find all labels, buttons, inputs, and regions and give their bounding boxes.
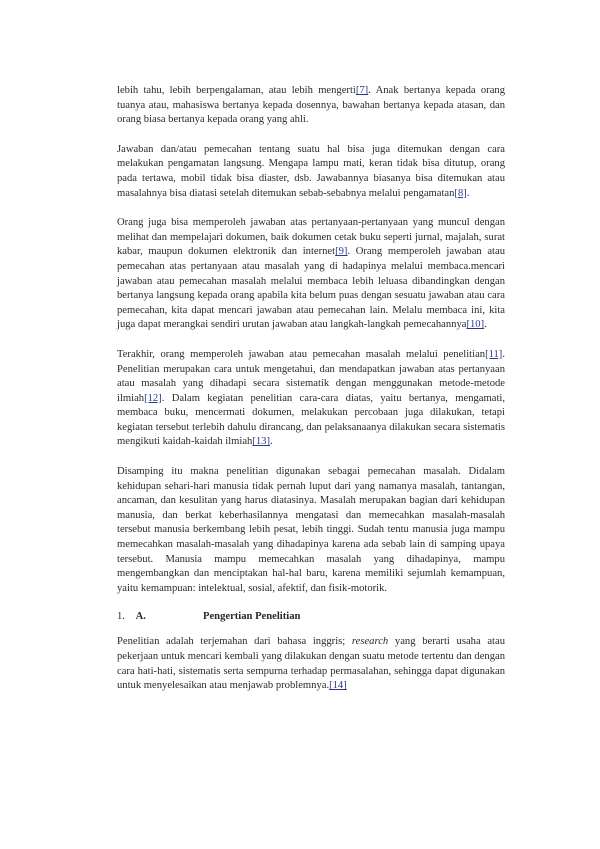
footnote-reference-link[interactable]: [11] bbox=[485, 348, 503, 360]
heading-number-text: 1. bbox=[117, 611, 125, 623]
paragraph-text: . Dalam kegiatan penelitian cara-cara diatas, yaitu bertanya, mengamati, membaca buku, mencermati dokumen, melakukan percobaan juga dilakukan, tetapi kegiatan tersebut terlebih dahulu dirancang, dan pelaksanaanya dilakukan secara sistematis mengikuti kaidah-kaidah ilmiah bbox=[117, 392, 505, 448]
footnote-reference-link[interactable]: [8] bbox=[454, 187, 467, 199]
footnote-reference-link[interactable]: [10] bbox=[466, 319, 485, 331]
paragraph-text: . Penelitian merupakan cara untuk mengetahui, dan mendapatkan jawaban atas pertanyaan atau masalah yang dihadapi secara sistematik dengan menggunakan metode-metode ilmiah bbox=[117, 348, 505, 404]
paragraph-text: Jawaban dan/atau pemecahan tentang suatu hal bisa juga ditemukan dengan cara melakukan pengamatan langsung. Mengapa lampu mati, keran tidak bisa ditutup, orang pada tertawa, mobil tidak bisa diaster, dsb. Jawabannya biasanya bisa ditemukan atau masalahnya bisa diatasi setelah ditemukan sebab-sebabnya melalui pengamatan bbox=[117, 143, 505, 199]
paragraph bbox=[117, 216, 505, 333]
paragraph-text: . bbox=[270, 436, 273, 448]
paragraph-text: . bbox=[484, 319, 487, 331]
paragraph-text: Orang juga bisa memperoleh jawaban atas pertanyaan-pertanyaan yang muncul dengan melihat dan mempelajari dokumen, baik dokumen cetak buku seperti jurnal, majalah, surat kabar, maupun dokumen elektronik dan internet bbox=[117, 217, 505, 258]
heading-title: Pengertian Penelitian bbox=[203, 611, 301, 623]
paragraph bbox=[117, 143, 505, 201]
paragraph-text: Disamping itu makna penelitian digunakan sebagai pemecahan masalah. Didalam kehidupan sehari-hari manusia tidak pernah luput dari yang namanya masalah, tantangan, ancaman, dan kesulitan yang harus diatasinya. Masalah merupakan bagian dari kehidupan manusia, dan berkat keberhasilannya mengatasi dan memecahkan masalah-masalah tersebut manusia berkembang lebih pesat, lebih tinggi. Sudah tentu manusia juga mampu memecahkan masalah-masalah yang dihadapinya karena ada sebab lain di samping upaya tersebut. Manusia mampu memecahkan masalah yang dihadapinya, mampu mengembangkan dan menciptakan hal-hal baru, karena memiliki sejumlah kemampuan, yaitu kemampuan: intelektual, sosial, afektif, dan fisik-motorik. bbox=[117, 466, 505, 594]
footnote-reference-link[interactable]: [7] bbox=[355, 85, 369, 96]
body-text bbox=[117, 84, 505, 596]
paragraph bbox=[117, 348, 505, 450]
paragraph-text: . bbox=[466, 187, 470, 199]
footnote-reference-link[interactable]: [13] bbox=[252, 436, 270, 448]
footnote-reference-link[interactable]: [12] bbox=[144, 392, 162, 404]
footnote-reference-link[interactable]: [9] bbox=[335, 246, 348, 258]
heading-letter: A. bbox=[135, 611, 146, 623]
paragraph bbox=[117, 84, 505, 128]
paragraph-text: . Orang memperoleh jawaban atau pemecahan atas pertanyaan atau masalah yang di hadapinya melalui membaca.mencari jawaban atau pemecahan masalah melalui membaca lebih leluasa dibandingkan dengan bertanya langsung kepada orang apabila kita belum puas dengan sesuatu jawaban atau cara pemecahan, kita dapat mencari jawaban atau pemecahan lain. Melalu membaca ini, kita juga dapat merangkai sendiri urutan jawaban atau langkah-langkah pemecahannya bbox=[117, 246, 505, 331]
paragraph-text: . Anak bertanya kepada orang tuanya atau, mahasiswa bertanya kepada dosennya, bawahan bertanya kepada atasan, dan orang biasa bertanya kepada orang yang ahli. bbox=[117, 85, 505, 126]
paragraph-text: Terakhir, orang memperoleh jawaban atau pemecahan masalah melalui penelitian bbox=[117, 348, 486, 360]
paragraph-text: Penelitian adalah terjemahan dari bahasa inggris; bbox=[117, 636, 352, 648]
paragraph-text: yang berarti usaha atau pekerjaan untuk mencari kembali yang dilakukan dengan suatu metode tertentu dan dengan cara hati-hati, sistematis serta sempurna terhadap permasalahan, sehingga dapat digunakan untuk menyelesaikan atau menjawab problemnya. bbox=[117, 636, 505, 692]
section-heading bbox=[117, 611, 505, 622]
footnote-reference-link[interactable]: [14] bbox=[329, 680, 347, 692]
paragraph-text: lebih tahu, lebih berpengalaman, atau lebih mengerti bbox=[117, 85, 356, 96]
italic-term: research bbox=[351, 636, 389, 648]
heading-number bbox=[117, 611, 203, 622]
paragraph-research-definition bbox=[117, 635, 505, 693]
paragraph bbox=[117, 465, 505, 596]
